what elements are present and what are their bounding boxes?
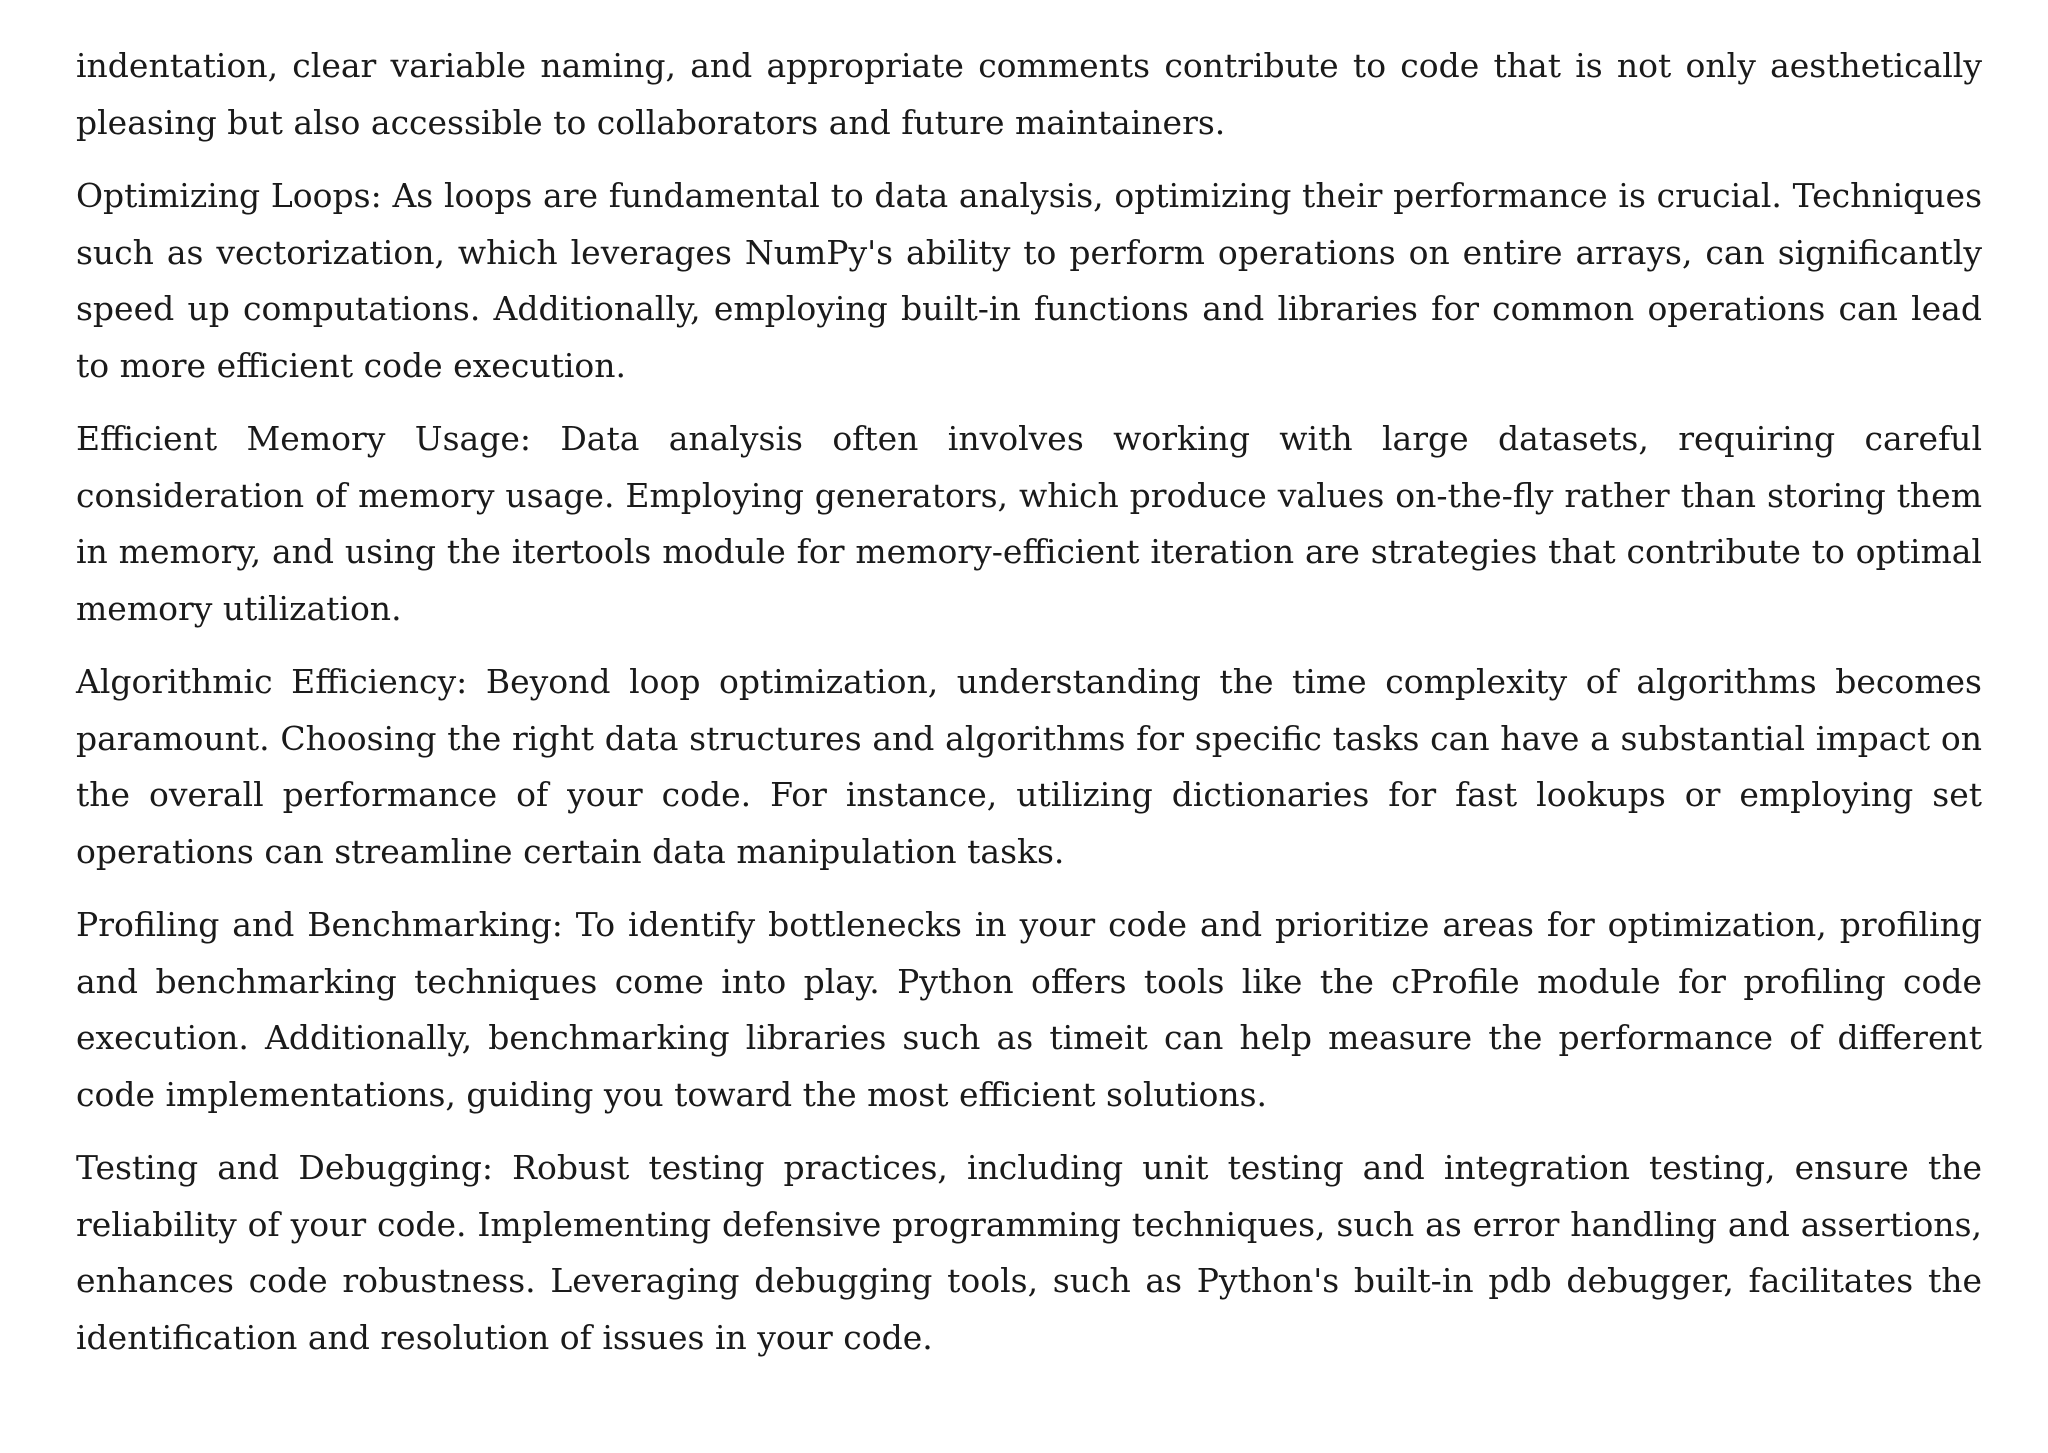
paragraph-algorithmic-efficiency: Algorithmic Efficiency: Beyond loop optimization, understanding the time complexity of algorithms becomes paramount. Choosing the right data structures and algorithms for specific tasks can have a substantial impact on the overall performance of your code. For instance, utilizing dictionaries for fast lookups or employing set operations can streamline certain data manipulation tasks. [76,662,1982,871]
paragraph-code-readability-continued: indentation, clear variable naming, and appropriate comments contribute to code that is not only aesthetically pleasing but also accessible to collaborators and future maintainers. [76,46,1982,142]
paragraph-testing-and-debugging: Testing and Debugging: Robust testing practices, including unit testing and integration testing, ensure the reliability of your code. Implementing defensive programming techniques, such as error handling and assertions, enhances code robustness. Leveraging debugging tools, such as Python's built-in pdb debugger, facilitates the identification and resolution of issues in your code. [76,1148,1982,1357]
paragraph-profiling-and-benchmarking: Profiling and Benchmarking: To identify bottlenecks in your code and prioritize areas for optimization, profiling and benchmarking techniques come into play. Python offers tools like the cProfile module for profiling code execution. Additionally, benchmarking libraries such as timeit can help measure the performance of different code implementations, guiding you toward the most efficient solutions. [76,905,1982,1114]
document-body [76,38,1982,1383]
paragraph-efficient-memory-usage: Efficient Memory Usage: Data analysis often involves working with large datasets, requiring careful consideration of memory usage. Employing generators, which produce values on-the-fly rather than storing them in memory, and using the itertools module for memory-efficient iteration are strategies that contribute to optimal memory utilization. [76,419,1982,628]
paragraph-optimizing-loops: Optimizing Loops: As loops are fundamental to data analysis, optimizing their performance is crucial. Techniques such as vectorization, which leverages NumPy's ability to perform operations on entire arrays, can significantly speed up computations. Additionally, employing built-in functions and libraries for common operations can lead to more efficient code execution. [76,176,1982,385]
